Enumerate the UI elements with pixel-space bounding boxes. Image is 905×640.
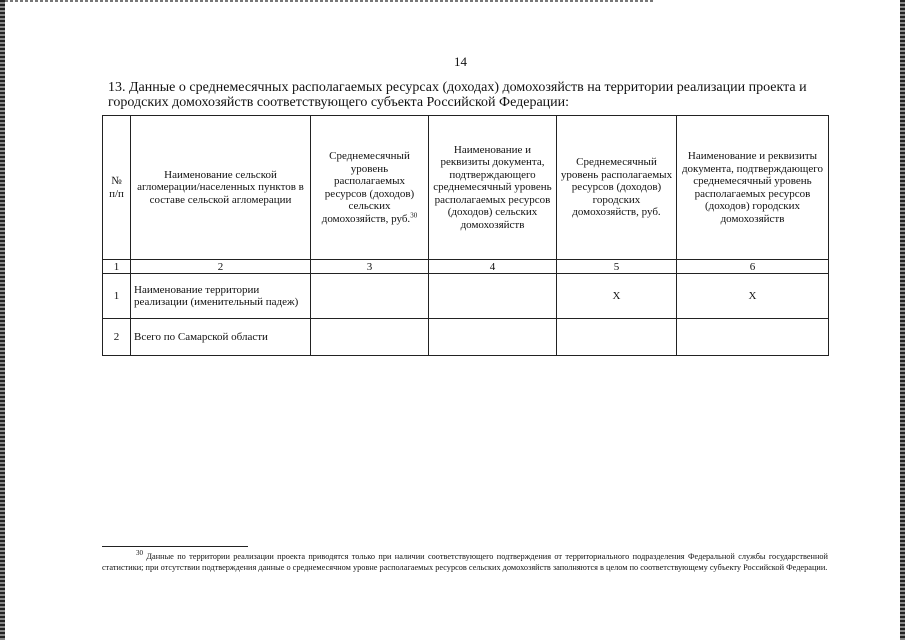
scan-edge-left <box>0 0 5 640</box>
income-table <box>102 115 829 356</box>
table-cell <box>429 319 557 356</box>
table-row <box>103 319 829 356</box>
table-header-row <box>103 116 829 260</box>
table-cell <box>311 274 429 319</box>
table-cell <box>429 274 557 319</box>
table-cell: 2 <box>103 319 131 356</box>
table-cell: 1 <box>103 274 131 319</box>
scan-edge-right <box>900 0 905 640</box>
column-number: 3 <box>311 260 429 274</box>
section-heading: 13. Данные о среднемесячных располагаемых ресурсах (доходах) домохозяйств на территории реализации проекта и городских домохозяйств соответствующего субъекта Российской Федерации: <box>108 80 807 110</box>
table-row <box>103 274 829 319</box>
page-number: 14 <box>454 54 467 69</box>
header-cell-urban-income: Среднемесячный уровень располагаемых ресурсов (доходов) городских домохозяйств, руб. <box>557 116 677 260</box>
column-number: 5 <box>557 260 677 274</box>
column-number: 1 <box>103 260 131 274</box>
footnote-mark: 30 <box>136 549 143 558</box>
header-cell-agglomeration: Наименование сельской агломерации/населенных пунктов в составе сельской агломерации <box>131 116 311 260</box>
column-number: 2 <box>131 260 311 274</box>
footnote <box>102 551 828 573</box>
footnote-separator <box>102 546 248 547</box>
table-cell <box>677 319 829 356</box>
table-cell: X <box>677 274 829 319</box>
header-footnote-mark: 30 <box>410 210 418 219</box>
scan-edge-top <box>5 0 655 2</box>
column-number: 4 <box>429 260 557 274</box>
table-cell <box>557 319 677 356</box>
header-cell-rural-income <box>311 116 429 260</box>
table-cell <box>311 319 429 356</box>
table-cell: Наименование территории реализации (именительный падеж) <box>131 274 311 319</box>
header-cell-rural-income-text: Среднемесячный уровень располагаемых ресурсов (доходов) сельских домохозяйств, руб. <box>321 150 415 225</box>
table-cell: Всего по Самарской области <box>131 319 311 356</box>
column-number-row <box>103 260 829 274</box>
header-cell-number: № п/п <box>103 116 131 260</box>
header-cell-rural-document: Наименование и реквизиты документа, подтверждающего среднемесячный уровень располагаемых ресурсов (доходов) сельских домохозяйств <box>429 116 557 260</box>
table-cell: X <box>557 274 677 319</box>
footnote-text: Данные по территории реализации проекта приводятся только при наличии соответствующего подтверждения от территориального подразделения Федеральной службы государственной статистики; при отсутствии подтверждения данные о среднемесячном уровне располагаемых ресурсов сельских домохозяйств заполняются в целом по соответствующему субъекту Российской Федерации. <box>102 552 828 572</box>
column-number: 6 <box>677 260 829 274</box>
header-cell-urban-document: Наименование и реквизиты документа, подтверждающего среднемесячный уровень располагаемых ресурсов (доходов) городских домохозяйств <box>677 116 829 260</box>
